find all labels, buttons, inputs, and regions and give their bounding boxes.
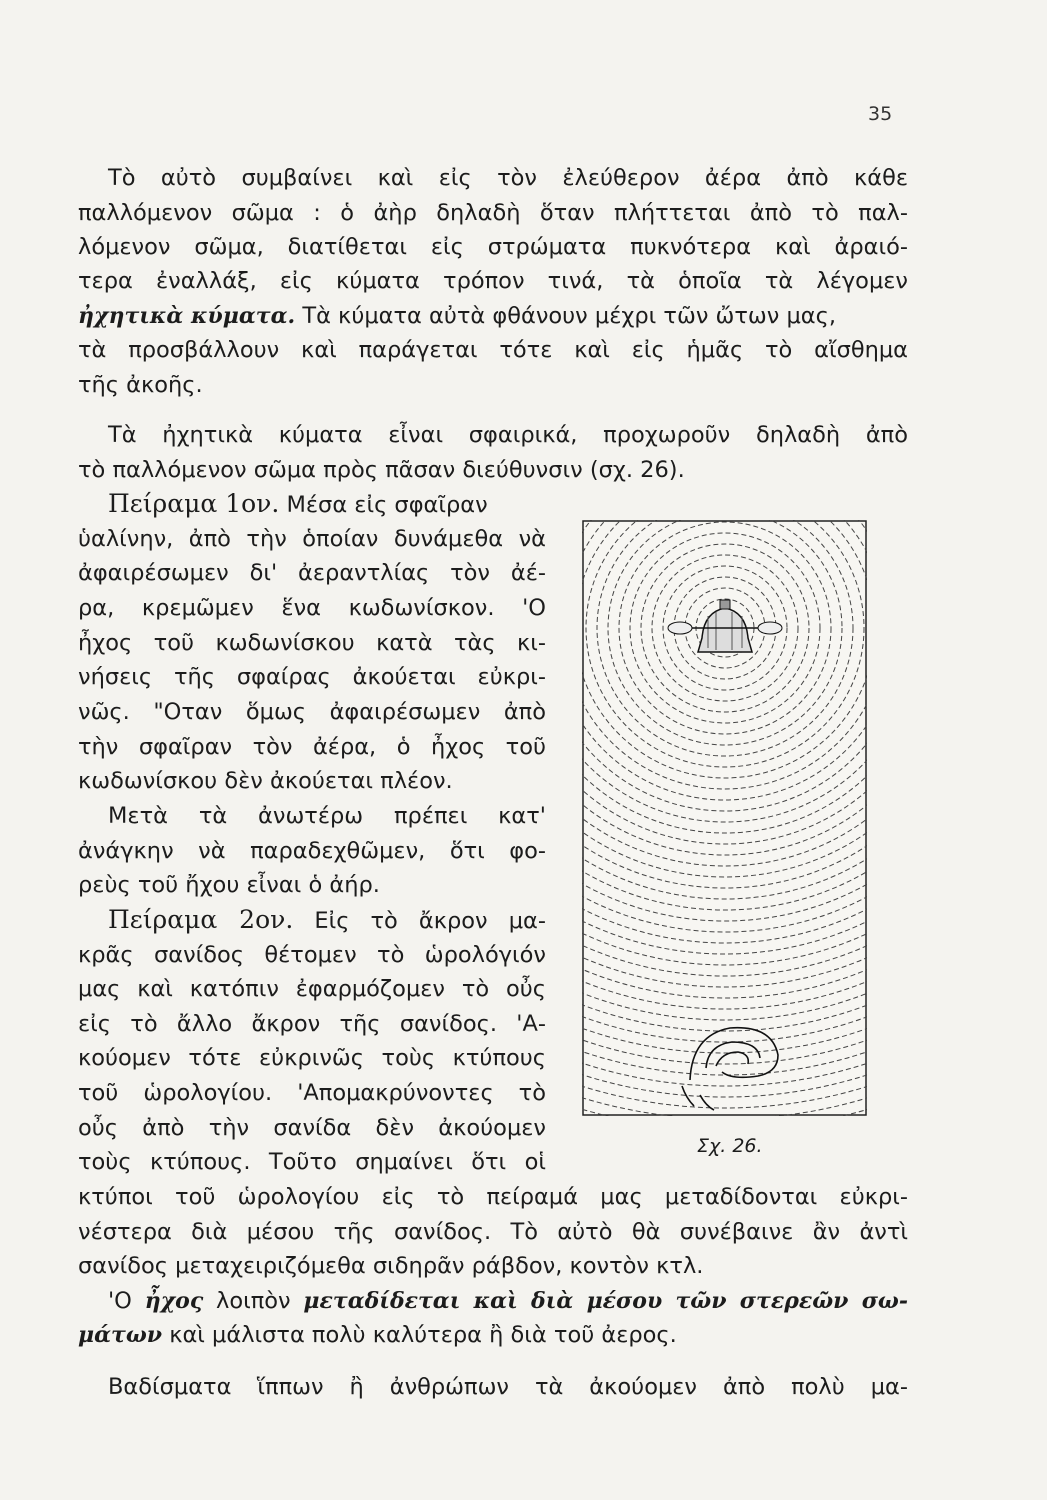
text-line: [108, 489, 488, 520]
text-line: ρεὺς τοῦ ἤχου εἶναι ὁ ἀήρ.: [78, 872, 380, 898]
text-line: Βαδίσματα ἵππων ἢ ἀνθρώπων τὰ ἀκούομεν ἀπὸ πολὺ μα-: [108, 1374, 908, 1400]
term-echitika: ἠχητικὰ κύματα.: [78, 303, 296, 329]
experiment-1-heading: Πείραμα 1ον.: [108, 489, 280, 518]
text-line: τῆς ἀκοῆς.: [78, 372, 203, 398]
text-line: Τὰ ἠχητικὰ κύματα εἶναι σφαιρικά, προχωροῦν δηλαδὴ ἀπὸ: [108, 422, 908, 448]
text-line: ρα, κρεμῶμεν ἕνα κωδωνίσκον. 'Ο: [78, 595, 546, 621]
text-run: Εἰς τὸ ἄκρον μα-: [314, 908, 546, 934]
text-line: Μετὰ τὰ ἀνωτέρω πρέπει κατ': [108, 803, 546, 829]
text-line: ἀφαιρέσωμεν δι' ἀεραντλίας τὸν ἀέ-: [78, 560, 546, 586]
text-line: τὸ παλλόμενον σῶμα πρὸς πᾶσαν διεύθυνσιν (σχ. 26).: [78, 457, 685, 483]
term-matwn: μάτων: [78, 1322, 163, 1348]
text-line: μας καὶ κατόπιν ἐφαρμόζομεν τὸ οὖς: [78, 976, 546, 1002]
text-line: [78, 1320, 677, 1350]
term-metadidetai: μεταδίδεται καὶ διὰ μέσου τῶν στερεῶν σω-: [303, 1288, 909, 1314]
text-line: τοῦ ὡρολογίου. 'Απομακρύνοντες τὸ: [78, 1080, 546, 1106]
text-line: νέστερα διὰ μέσου τῆς σανίδος. Τὸ αὐτὸ θὰ συνέβαινε ἂν ἀντὶ: [78, 1219, 908, 1245]
text-run: Μέσα εἰς σφαῖραν: [286, 492, 488, 518]
text-line: λόμενον σῶμα, διατίθεται εἰς στρώματα πυκνότερα καὶ ἀραιό-: [78, 234, 908, 260]
text-line: Τὸ αὐτὸ συμβαίνει καὶ εἰς τὸν ἐλεύθερον ἀέρα ἀπὸ κάθε: [108, 165, 908, 191]
text-line: τὴν σφαῖραν τὸν ἀέρα, ὁ ἦχος τοῦ: [78, 734, 546, 760]
text-line: κρᾶς σανίδος θέτομεν τὸ ὡρολόγιόν: [78, 942, 546, 968]
term-echos: ἦχος: [144, 1288, 204, 1314]
text-run: καὶ μάλιστα πολὺ καλύτερα ἢ διὰ τοῦ ἀερος.: [169, 1322, 677, 1348]
bell-in-sound-waves-figure: [582, 520, 867, 1116]
text-line: τὰ προσβάλλουν καὶ παράγεται τότε καὶ εἰς ἡμᾶς τὸ αἴσθημα: [78, 337, 908, 363]
text-line: παλλόμενον σῶμα : ὁ ἀὴρ δηλαδὴ ὅταν πλήττεται ἀπὸ τὸ παλ-: [78, 200, 908, 226]
text-line: [78, 301, 908, 331]
text-line: τερα ἐναλλάξ, εἰς κύματα τρόπον τινά, τὰ ὁποῖα τὰ λέγομεν: [78, 268, 908, 294]
text-line: κτύποι τοῦ ὡρολογίου εἰς τὸ πείραμά μας μεταδίδονται εὐκρι-: [78, 1184, 908, 1210]
text-line: τοὺς κτύπους. Τοῦτο σημαίνει ὅτι οἱ: [78, 1149, 546, 1175]
figure-caption: Σχ. 26.: [697, 1135, 763, 1157]
text-line: ὑαλίνην, ἀπὸ τὴν ὁποίαν δυνάμεθα νὰ: [78, 526, 546, 552]
text-line: ἀνάγκην νὰ παραδεχθῶμεν, ὅτι φο-: [78, 838, 546, 864]
text-line: σανίδος μεταχειριζόμεθα σιδηρᾶν ράβδον, κοντὸν κτλ.: [78, 1253, 704, 1279]
text-line: νήσεις τῆς σφαίρας ἀκούεται εὐκρι-: [78, 664, 546, 690]
text-run: 'Ο: [108, 1288, 132, 1314]
text-run: λοιπὸν: [216, 1288, 291, 1314]
text-line: νῶς. "Οταν ὅμως ἀφαιρέσωμεν ἀπὸ: [78, 699, 546, 725]
text-line: ἦχος τοῦ κωδωνίσκου κατὰ τὰς κι-: [78, 630, 546, 656]
text-line: [108, 905, 546, 936]
text-run: Τὰ κύματα αὐτὰ φθάνουν μέχρι τῶν ὤτων μας,: [302, 303, 836, 329]
text-line: οὖς ἀπὸ τὴν σανίδα δὲν ἀκούομεν: [78, 1115, 546, 1141]
experiment-2-heading: Πείραμα 2ον.: [108, 905, 294, 934]
text-line: κωδωνίσκου δὲν ἀκούεται πλέον.: [78, 768, 453, 794]
page-number: 35: [868, 103, 893, 125]
text-line: [108, 1286, 908, 1316]
text-line: κούομεν τότε εὐκρινῶς τοὺς κτύπους: [78, 1045, 546, 1071]
text-line: εἰς τὸ ἄλλο ἄκρον τῆς σανίδος. 'Α-: [78, 1011, 546, 1037]
